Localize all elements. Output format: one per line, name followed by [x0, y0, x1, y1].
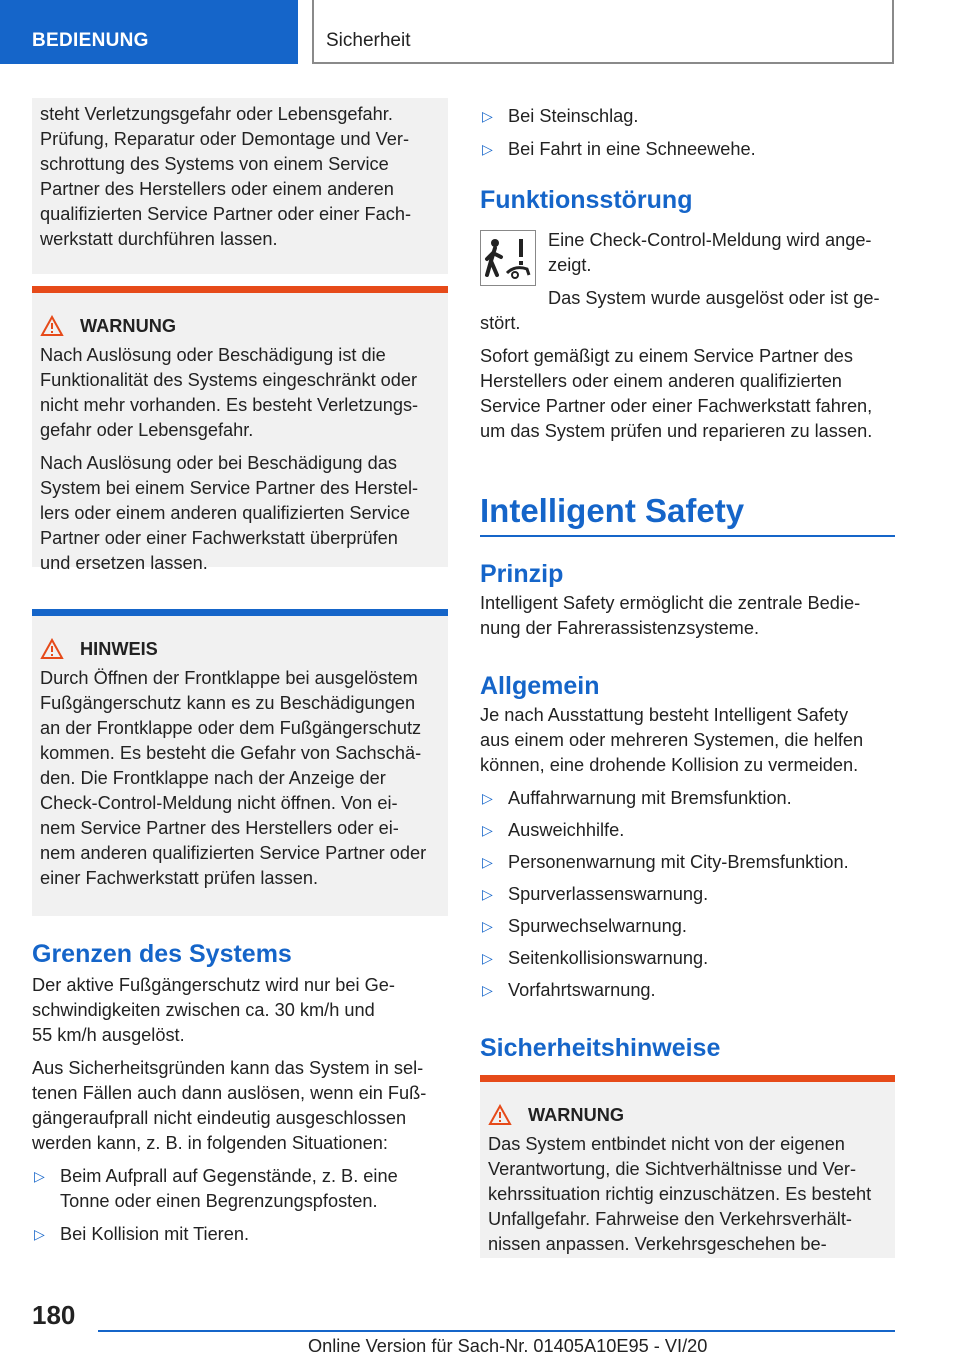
text-line: können, eine drohende Kollision zu vermeiden. [480, 755, 859, 775]
list-item [480, 978, 895, 1003]
bullet-triangle-icon: ▷ [482, 790, 493, 806]
malfunction-text-cont [480, 311, 895, 444]
text-line: Prüfung, Reparatur oder Demontage und Ver- [40, 129, 410, 149]
text-line: Herstellers oder einem anderen qualifizierten [480, 371, 842, 391]
warning-box-2 [480, 1075, 895, 1258]
list-item [480, 946, 895, 971]
bullet-triangle-icon: ▷ [482, 854, 493, 870]
chapter-heading: Intelligent Safety [480, 492, 745, 529]
footer-version: Online Version für Sach-Nr. 01405A10E95 - VI/20 [308, 1336, 708, 1356]
section-heading: Sicherheitshinweise [480, 1034, 721, 1062]
chapter-title: Sicherheit [326, 30, 411, 51]
heading-rule [480, 535, 895, 537]
text-line: Je nach Ausstattung besteht Intelligent Safety [480, 705, 849, 725]
text-line: Sofort gemäßigt zu einem Service Partner des [480, 346, 854, 366]
text-line: werden kann, z. B. in folgenden Situationen: [32, 1133, 388, 1153]
text-line: und ersetzen lassen. [40, 553, 208, 573]
text-line: 55 km/h ausgelöst. [32, 1025, 185, 1045]
chapter-tab [312, 0, 894, 64]
list-item [32, 1164, 448, 1214]
text-line: Auffahrwarnung mit Bremsfunktion. [508, 788, 792, 808]
text-line: lers oder einem anderen qualifizierten Service [40, 503, 411, 523]
section-title: BEDIENUNG [32, 30, 149, 51]
malfunction-text [548, 228, 895, 311]
list-item [480, 882, 895, 907]
text-line: Das System wurde ausgelöst oder ist ge- [548, 288, 880, 308]
principle-section [480, 560, 895, 641]
limits-section [32, 940, 448, 1247]
text-line: aus einem oder mehreren Systemen, die helfen [480, 730, 864, 750]
text-line: qualifizierten Service Partner oder einer Fach- [40, 204, 411, 224]
hint-box [32, 609, 448, 916]
section-heading: Allgemein [480, 672, 600, 700]
text-line: Aus Sicherheitsgründen kann das System in sel- [32, 1058, 424, 1078]
text-line: Intelligent Safety ermöglicht die zentrale Bedie- [480, 593, 861, 613]
text-line: gängeraufprall nicht eindeutig ausgeschlossen [32, 1108, 407, 1128]
text-line: Das System entbindet nicht von der eigenen [488, 1134, 845, 1154]
section-heading: Prinzip [480, 560, 564, 588]
text-line: an der Frontklappe oder dem Fußgängerschutz [40, 718, 422, 738]
text-line: Spurverlassenswarnung. [508, 884, 709, 904]
section-heading: Grenzen des Systems [32, 940, 292, 968]
text-line: Partner oder einer Fachwerkstatt überprüfen [40, 528, 398, 548]
text-line: Eine Check-Control-Meldung wird ange- [548, 230, 872, 250]
text-line: Der aktive Fußgängerschutz wird nur bei Ge- [32, 975, 395, 995]
text-line: tenen Fällen auch dann auslösen, wenn ein Fuß- [32, 1083, 427, 1103]
list-item [32, 1222, 448, 1247]
text-line: Ausweichhilfe. [508, 820, 625, 840]
bullet-triangle-icon: ▷ [482, 822, 493, 838]
section-heading: Funktionsstörung [480, 186, 693, 214]
text-line: Nach Auslösung oder Beschädigung ist die [40, 345, 386, 365]
text-line: werkstatt durchführen lassen. [40, 229, 278, 249]
text-line: nem anderen qualifizierten Service Partner oder [40, 843, 427, 863]
text-line: Check-Control-Meldung nicht öffnen. Von ei- [40, 793, 398, 813]
warning-bar [480, 1075, 895, 1082]
text-line: Bei Kollision mit Tieren. [60, 1224, 250, 1244]
footer-rule [98, 1330, 895, 1332]
general-section [480, 672, 895, 1003]
text-line: Durch Öffnen der Frontklappe bei ausgelöstem [40, 668, 418, 688]
text-line: zeigt. [548, 255, 592, 275]
text-line: Bei Steinschlag. [508, 106, 639, 126]
hint-bar [32, 609, 448, 616]
text-line: steht Verletzungsgefahr oder Lebensgefahr. [40, 104, 393, 124]
warning-title: WARNUNG [528, 1104, 624, 1125]
list-item [480, 137, 895, 162]
text-line: nicht mehr vorhanden. Es besteht Verletzungs- [40, 395, 419, 415]
section-tab [0, 0, 298, 64]
continued-warning-box [32, 98, 448, 274]
bullet-triangle-icon: ▷ [482, 918, 493, 934]
warning-triangle-icon [40, 315, 64, 337]
text-line: schwindigkeiten zwischen ca. 30 km/h und [32, 1000, 375, 1020]
pedestrian-warning-icon [480, 230, 536, 286]
warning-triangle-icon [488, 1104, 512, 1126]
bullet-triangle-icon: ▷ [482, 886, 493, 902]
text-line: Partner des Herstellers oder einem anderen [40, 179, 394, 199]
warning-title: WARNUNG [80, 315, 176, 336]
text-line: Bei Fahrt in eine Schneewehe. [508, 139, 756, 159]
text-line: Seitenkollisionswarnung. [508, 948, 709, 968]
text-line: den. Die Frontklappe nach der Anzeige der [40, 768, 386, 788]
bullet-triangle-icon: ▷ [482, 950, 493, 966]
warning-box-1 [32, 286, 448, 573]
text-line: Funktionalität des Systems eingeschränkt oder [40, 370, 418, 390]
list-item [480, 914, 895, 939]
bullet-triangle-icon: ▷ [482, 108, 493, 124]
text-line: Fußgängerschutz kann es zu Beschädigungen [40, 693, 416, 713]
text-line: kehrssituation richtig einzuschätzen. Es besteht [488, 1184, 872, 1204]
text-line: stört. [480, 313, 521, 333]
text-line: Tonne oder einen Begrenzungspfosten. [60, 1191, 378, 1211]
warning-bar [32, 286, 448, 293]
text-line: System bei einem Service Partner des Herstel- [40, 478, 419, 498]
bullet-triangle-icon: ▷ [482, 141, 493, 157]
list-item [480, 818, 895, 843]
text-line: nissen anpassen. Verkehrsgeschehen be- [488, 1234, 827, 1254]
text-line: Beim Aufprall auf Gegenstände, z. B. eine [60, 1166, 398, 1186]
right-column [480, 104, 895, 162]
list-item [480, 786, 895, 811]
text-line: nung der Fahrerassistenzsysteme. [480, 618, 760, 638]
text-line: gefahr oder Lebensgefahr. [40, 420, 254, 440]
bullet-triangle-icon: ▷ [482, 982, 493, 998]
text-line: Unfallgefahr. Fahrweise den Verkehrsverhält- [488, 1209, 852, 1229]
list-item [480, 104, 895, 129]
text-line: Personenwarnung mit City-Bremsfunktion. [508, 852, 849, 872]
bullet-triangle-icon: ▷ [34, 1226, 45, 1242]
text-line: um das System prüfen und reparieren zu lassen. [480, 421, 873, 441]
text-line: schrottung des Systems von einem Service [40, 154, 389, 174]
page-number: 180 [32, 1300, 76, 1330]
text-line: Vorfahrtswarnung. [508, 980, 656, 1000]
list-item [480, 850, 895, 875]
warning-triangle-icon [40, 638, 64, 660]
text-line: einer Fachwerkstatt prüfen lassen. [40, 868, 318, 888]
text-line: kommen. Es besteht die Gefahr von Sachschä- [40, 743, 422, 763]
text-line: Verantwortung, die Sichtverhältnisse und Ver- [488, 1159, 857, 1179]
text-line: Service Partner oder einer Fachwerkstatt fahren, [480, 396, 873, 416]
text-line: Nach Auslösung oder bei Beschädigung das [40, 453, 397, 473]
hint-title: HINWEIS [80, 638, 158, 659]
text-line: nem Service Partner des Herstellers oder ei- [40, 818, 399, 838]
bullet-triangle-icon: ▷ [34, 1168, 45, 1184]
text-line: Spurwechselwarnung. [508, 916, 687, 936]
